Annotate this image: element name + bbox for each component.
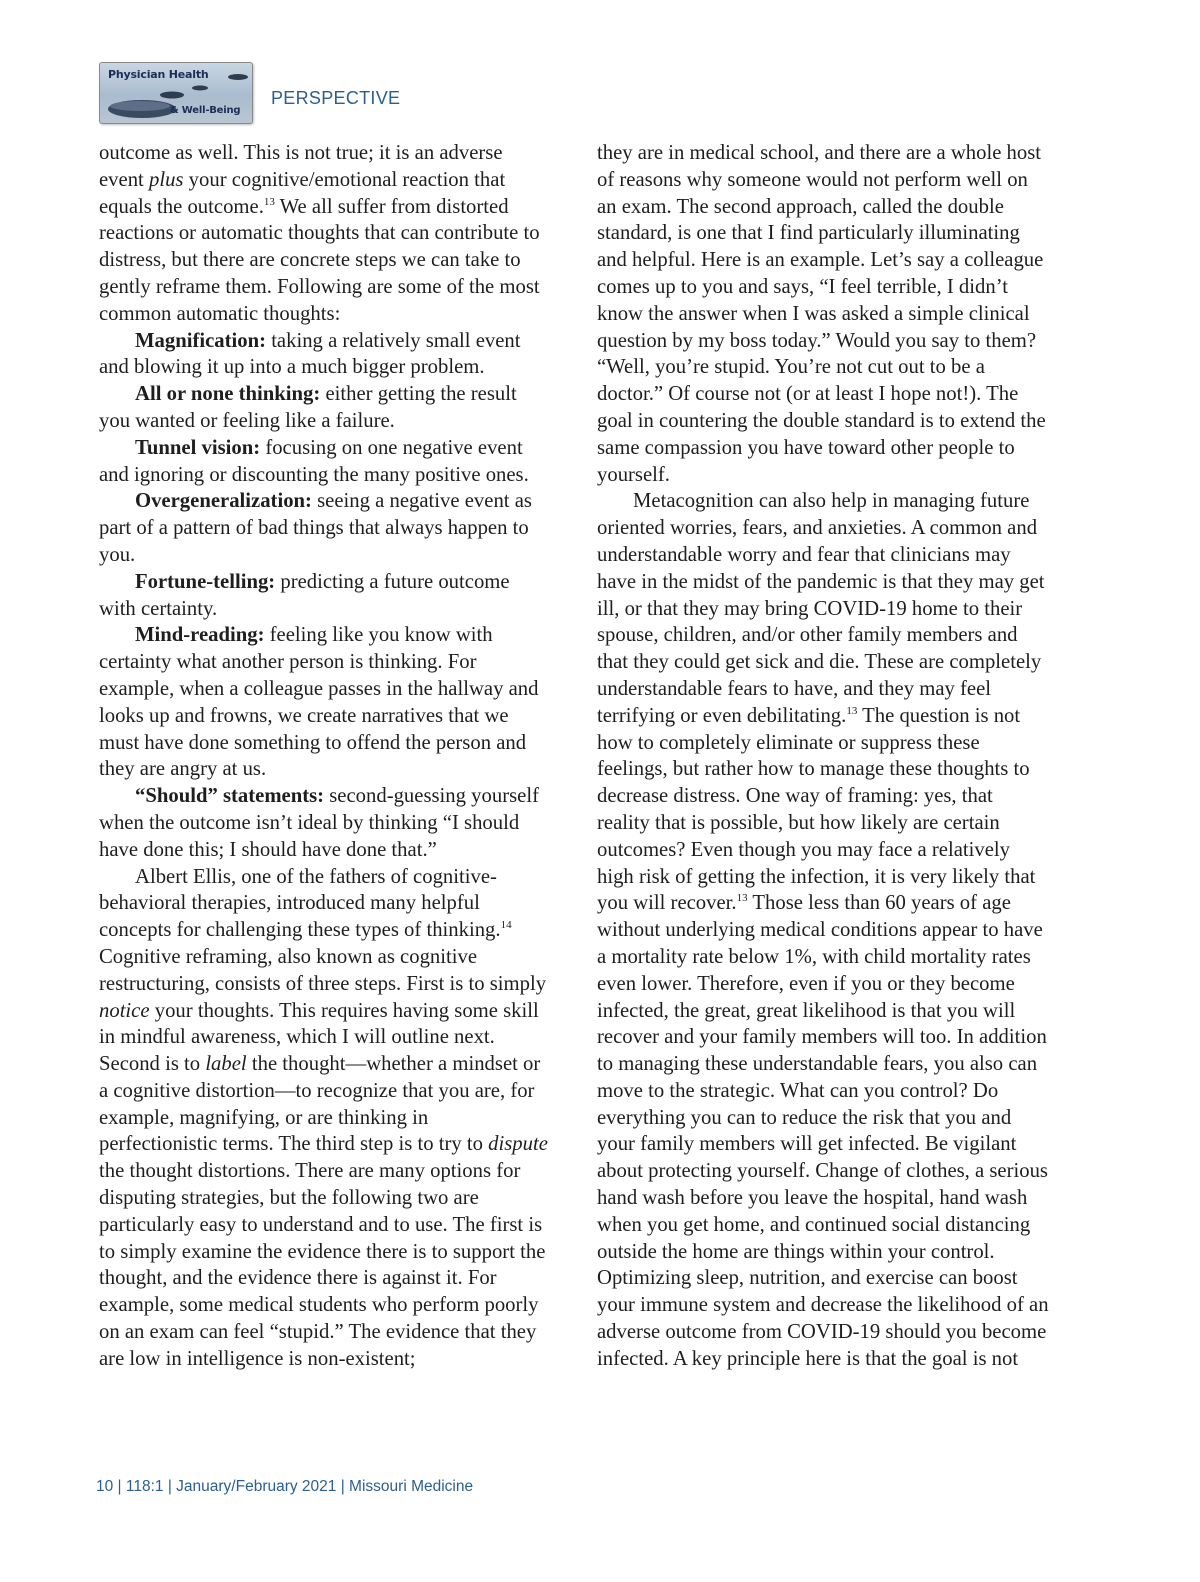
text-run: Cognitive reframing, also known as cognitive restructuring, consists of three steps. First is to simply (99, 945, 547, 995)
list-item (99, 435, 551, 489)
text-run: Albert Ellis, one of the fathers of cognitive-behavioral therapies, introduced many helpful concepts for challenging these types of thinking. (99, 865, 501, 942)
definition: either getting the result you wanted or feeling like a failure. (99, 383, 517, 432)
paragraph (99, 140, 551, 328)
list-item (99, 569, 551, 623)
definition: predicting a future outcome with certainty. (99, 570, 510, 620)
list-item (99, 488, 551, 568)
text-run: your cognitive/emotional reaction that equals the outcome. (99, 168, 506, 218)
emphasis: notice (99, 999, 150, 1022)
definition: seeing a negative event as part of a pattern of bad things that always happen to you. (99, 490, 532, 566)
definition: second-guessing yourself when the outcome isn’t ideal by thinking “I should have done this; I should have done that.” (99, 785, 539, 861)
text-run: your thoughts. This requires having some skill in mindful awareness, which I will outline next. Second is to (99, 999, 539, 1076)
text-run: The question is not how to completely eliminate or suppress these feelings, but rather how to manage these thoughts to decrease distress. One way of framing: yes, that reality that is possible, but how likely are certain outcomes? Even though you may face a relatively high risk of getting the infection, it is very likely that you will recover. (597, 704, 1036, 915)
emphasis: dispute (488, 1133, 548, 1156)
text-run: the thought distortions. There are many options for disputing strategies, but the following two are particularly easy to understand and to use. The first is to simply examine the evidence there is to support the thought, and the evidence there is against it. For example, some medical students who perform poorly on an exam can feel “stupid.” The evidence that they are low in intelligence is non-existent; (99, 1160, 546, 1370)
text-run: We all suffer from distorted reactions or automatic thoughts that can contribute to distress, but there are concrete steps we can take to gently reframe them. Following are some of the most common automatic thoughts: (99, 195, 540, 325)
definition: taking a relatively small event and blowing it up into a much bigger problem. (99, 329, 521, 379)
list-item (99, 622, 551, 783)
term: Fortune-telling: (135, 570, 276, 593)
emphasis: plus (148, 168, 184, 191)
text-run: Metacognition can also help in managing future oriented worries, fears, and anxieties. A common and understandable worry and fear that clinicians may have in the midst of the pandemic is that they may get ill, or that they may bring COVID-19 home to their spouse, children, and/or other family members and that they could get sick and die. These are completely understandable fears to have, and they may feel terrifying or even debilitating. (597, 490, 1045, 727)
citation-superscript: 14 (500, 919, 512, 932)
right-column (597, 140, 1049, 1373)
term: All or none thinking: (135, 383, 321, 406)
page-header (99, 62, 599, 124)
term: “Should” statements: (135, 785, 325, 808)
list-item (99, 783, 551, 863)
logo-title-line2: & Well-Being (170, 105, 241, 116)
text-run: Those less than 60 years of age without underlying medical conditions appear to have a mortality rate below 1%, with child mortality rates even lower. Therefore, even if you or they become infected, the great, great likelihood is that you will recover and your family members will too. In addition to managing these understandable fears, you also can move to the strategic. What can you control? Do everything you can to reduce the risk that you and your family members will get infected. Be vigilant about protecting yourself. Change of clothes, a serious hand wash before you leave the hospital, hand wash when you get home, and continued social distancing outside the home are things within your control. Optimizing sleep, nutrition, and exercise can boost your immune system and decrease the likelihood of an adverse outcome from COVID-19 should you become infected. A key principle here is that the goal is not (597, 892, 1049, 1370)
emphasis: label (205, 1053, 247, 1076)
term: Overgeneralization: (135, 490, 312, 513)
left-column (99, 140, 551, 1373)
list-item (99, 381, 551, 435)
journal-section-logo (99, 62, 253, 124)
paragraph (99, 864, 551, 1373)
citation-superscript: 13 (736, 892, 748, 905)
paragraph (597, 488, 1049, 1372)
page-footer: 10 | 118:1 | January/February 2021 | Missouri Medicine (96, 1478, 474, 1495)
term: Tunnel vision: (135, 436, 261, 459)
paragraph: they are in medical school, and there are a whole host of reasons why someone would not perform well on an exam. The second approach, called the double standard, is one that I find particularly illuminating and helpful. Here is an example. Let’s say a colleague comes up to you and says, “I feel terrible, I didn’t know the answer when I was asked a simple clinical question by my boss today.” Would you say to them? “Well, you’re stupid. You’re not cut out to be a doctor.” Of course not (or at least I hope not!). The goal in countering the double standard is to extend the same compassion you have toward other people to yourself. (597, 142, 1046, 486)
list-item (99, 328, 551, 382)
citation-superscript: 13 (263, 195, 275, 208)
logo-title-line1: Physician Health (108, 68, 209, 81)
section-label: PERSPECTIVE (271, 88, 401, 108)
text-run: outcome as well. This is not true; it is an adverse event (99, 142, 503, 191)
definition: feeling like you know with certainty what another person is thinking. For example, when a colleague passes in the hallway and looks up and frowns, we create narratives that we must have done something to offend the person and they are angry at us. (99, 624, 539, 781)
definition: focusing on one negative event and ignoring or discounting the many positive ones. (99, 436, 529, 486)
term: Magnification: (135, 329, 267, 352)
text-run: the thought—whether a mindset or a cognitive distortion—to recognize that you are, for example, magnifying, or are thinking in perfectionistic terms. The third step is to try to (99, 1053, 541, 1156)
citation-superscript: 13 (846, 704, 858, 717)
term: Mind-reading: (135, 624, 265, 647)
